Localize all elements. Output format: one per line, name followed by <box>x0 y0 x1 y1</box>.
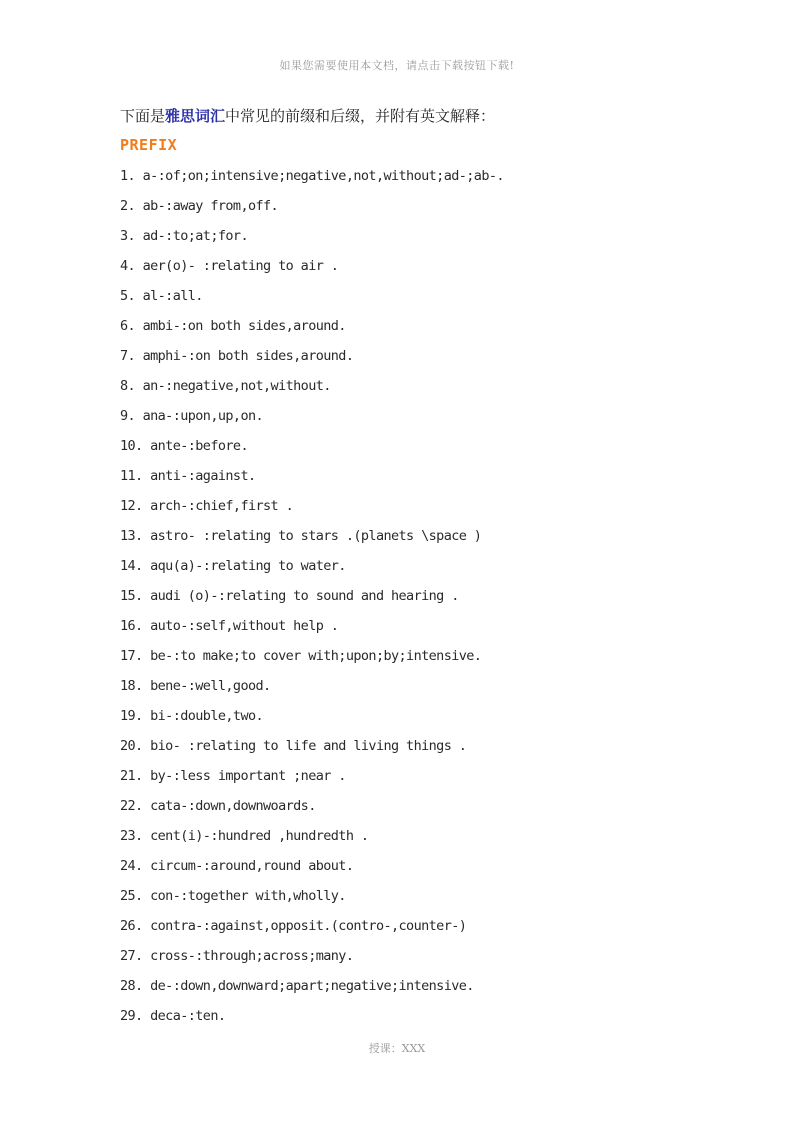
prefix-entry: 20. bio- :relating to life and living things . <box>120 738 467 754</box>
prefix-entry: 8. an-:negative,not,without. <box>120 378 331 394</box>
prefix-entry: 24. circum-:around,round about. <box>120 858 354 874</box>
prefix-entry: 28. de-:down,downward;apart;negative;intensive. <box>120 978 474 994</box>
prefix-entry: 16. auto-:self,without help . <box>120 618 339 634</box>
prefix-entry: 27. cross-:through;across;many. <box>120 948 354 964</box>
prefix-entry: 1. a-:of;on;intensive;negative,not,without;ad-;ab-. <box>120 168 504 184</box>
intro-text-before: 下面是 <box>120 107 166 125</box>
intro-highlight-link[interactable]: 雅思词汇 <box>165 107 226 125</box>
prefix-entry: 15. audi (o)-:relating to sound and hearing . <box>120 588 459 604</box>
prefix-entry: 3. ad-:to;at;for. <box>120 228 248 244</box>
prefix-entry: 10. ante-:before. <box>120 438 248 454</box>
prefix-entry: 29. deca-:ten. <box>120 1008 226 1024</box>
prefix-entry: 26. contra-:against,opposit.(contro-,counter-) <box>120 918 467 934</box>
prefix-entry: 7. amphi-:on both sides,around. <box>120 348 354 364</box>
intro-text-after: 中常见的前缀和后缀，并附有英文解释： <box>225 107 496 125</box>
prefix-entry: 22. cata-:down,downwoards. <box>120 798 316 814</box>
intro-line <box>120 105 495 126</box>
prefix-entry: 11. anti-:against. <box>120 468 256 484</box>
prefix-entry: 12. arch-:chief,first . <box>120 498 294 514</box>
prefix-entry: 17. be-:to make;to cover with;upon;by;intensive. <box>120 648 482 664</box>
prefix-entry: 5. al-:all. <box>120 288 203 304</box>
prefix-entry: 2. ab-:away from,off. <box>120 198 279 214</box>
prefix-entry: 19. bi-:double,two. <box>120 708 264 724</box>
download-notice: 如果您需要使用本文档，请点击下载按钮下载! <box>279 59 515 72</box>
prefix-list <box>120 166 504 1036</box>
prefix-entry: 23. cent(i)-:hundred ,hundredth . <box>120 828 369 844</box>
prefix-entry: 6. ambi-:on both sides,around. <box>120 318 346 334</box>
prefix-entry: 25. con-:together with,wholly. <box>120 888 346 904</box>
section-heading-prefix: PREFIX <box>120 136 178 154</box>
prefix-entry: 14. aqu(a)-:relating to water. <box>120 558 346 574</box>
prefix-entry: 21. by-:less important ;near . <box>120 768 346 784</box>
prefix-entry: 9. ana-:upon,up,on. <box>120 408 264 424</box>
prefix-entry: 4. aer(o)- :relating to air . <box>120 258 339 274</box>
prefix-entry: 13. astro- :relating to stars .(planets \space ) <box>120 528 482 544</box>
footer-instructor: 授课：XXX <box>368 1042 426 1055</box>
prefix-entry: 18. bene-:well,good. <box>120 678 271 694</box>
